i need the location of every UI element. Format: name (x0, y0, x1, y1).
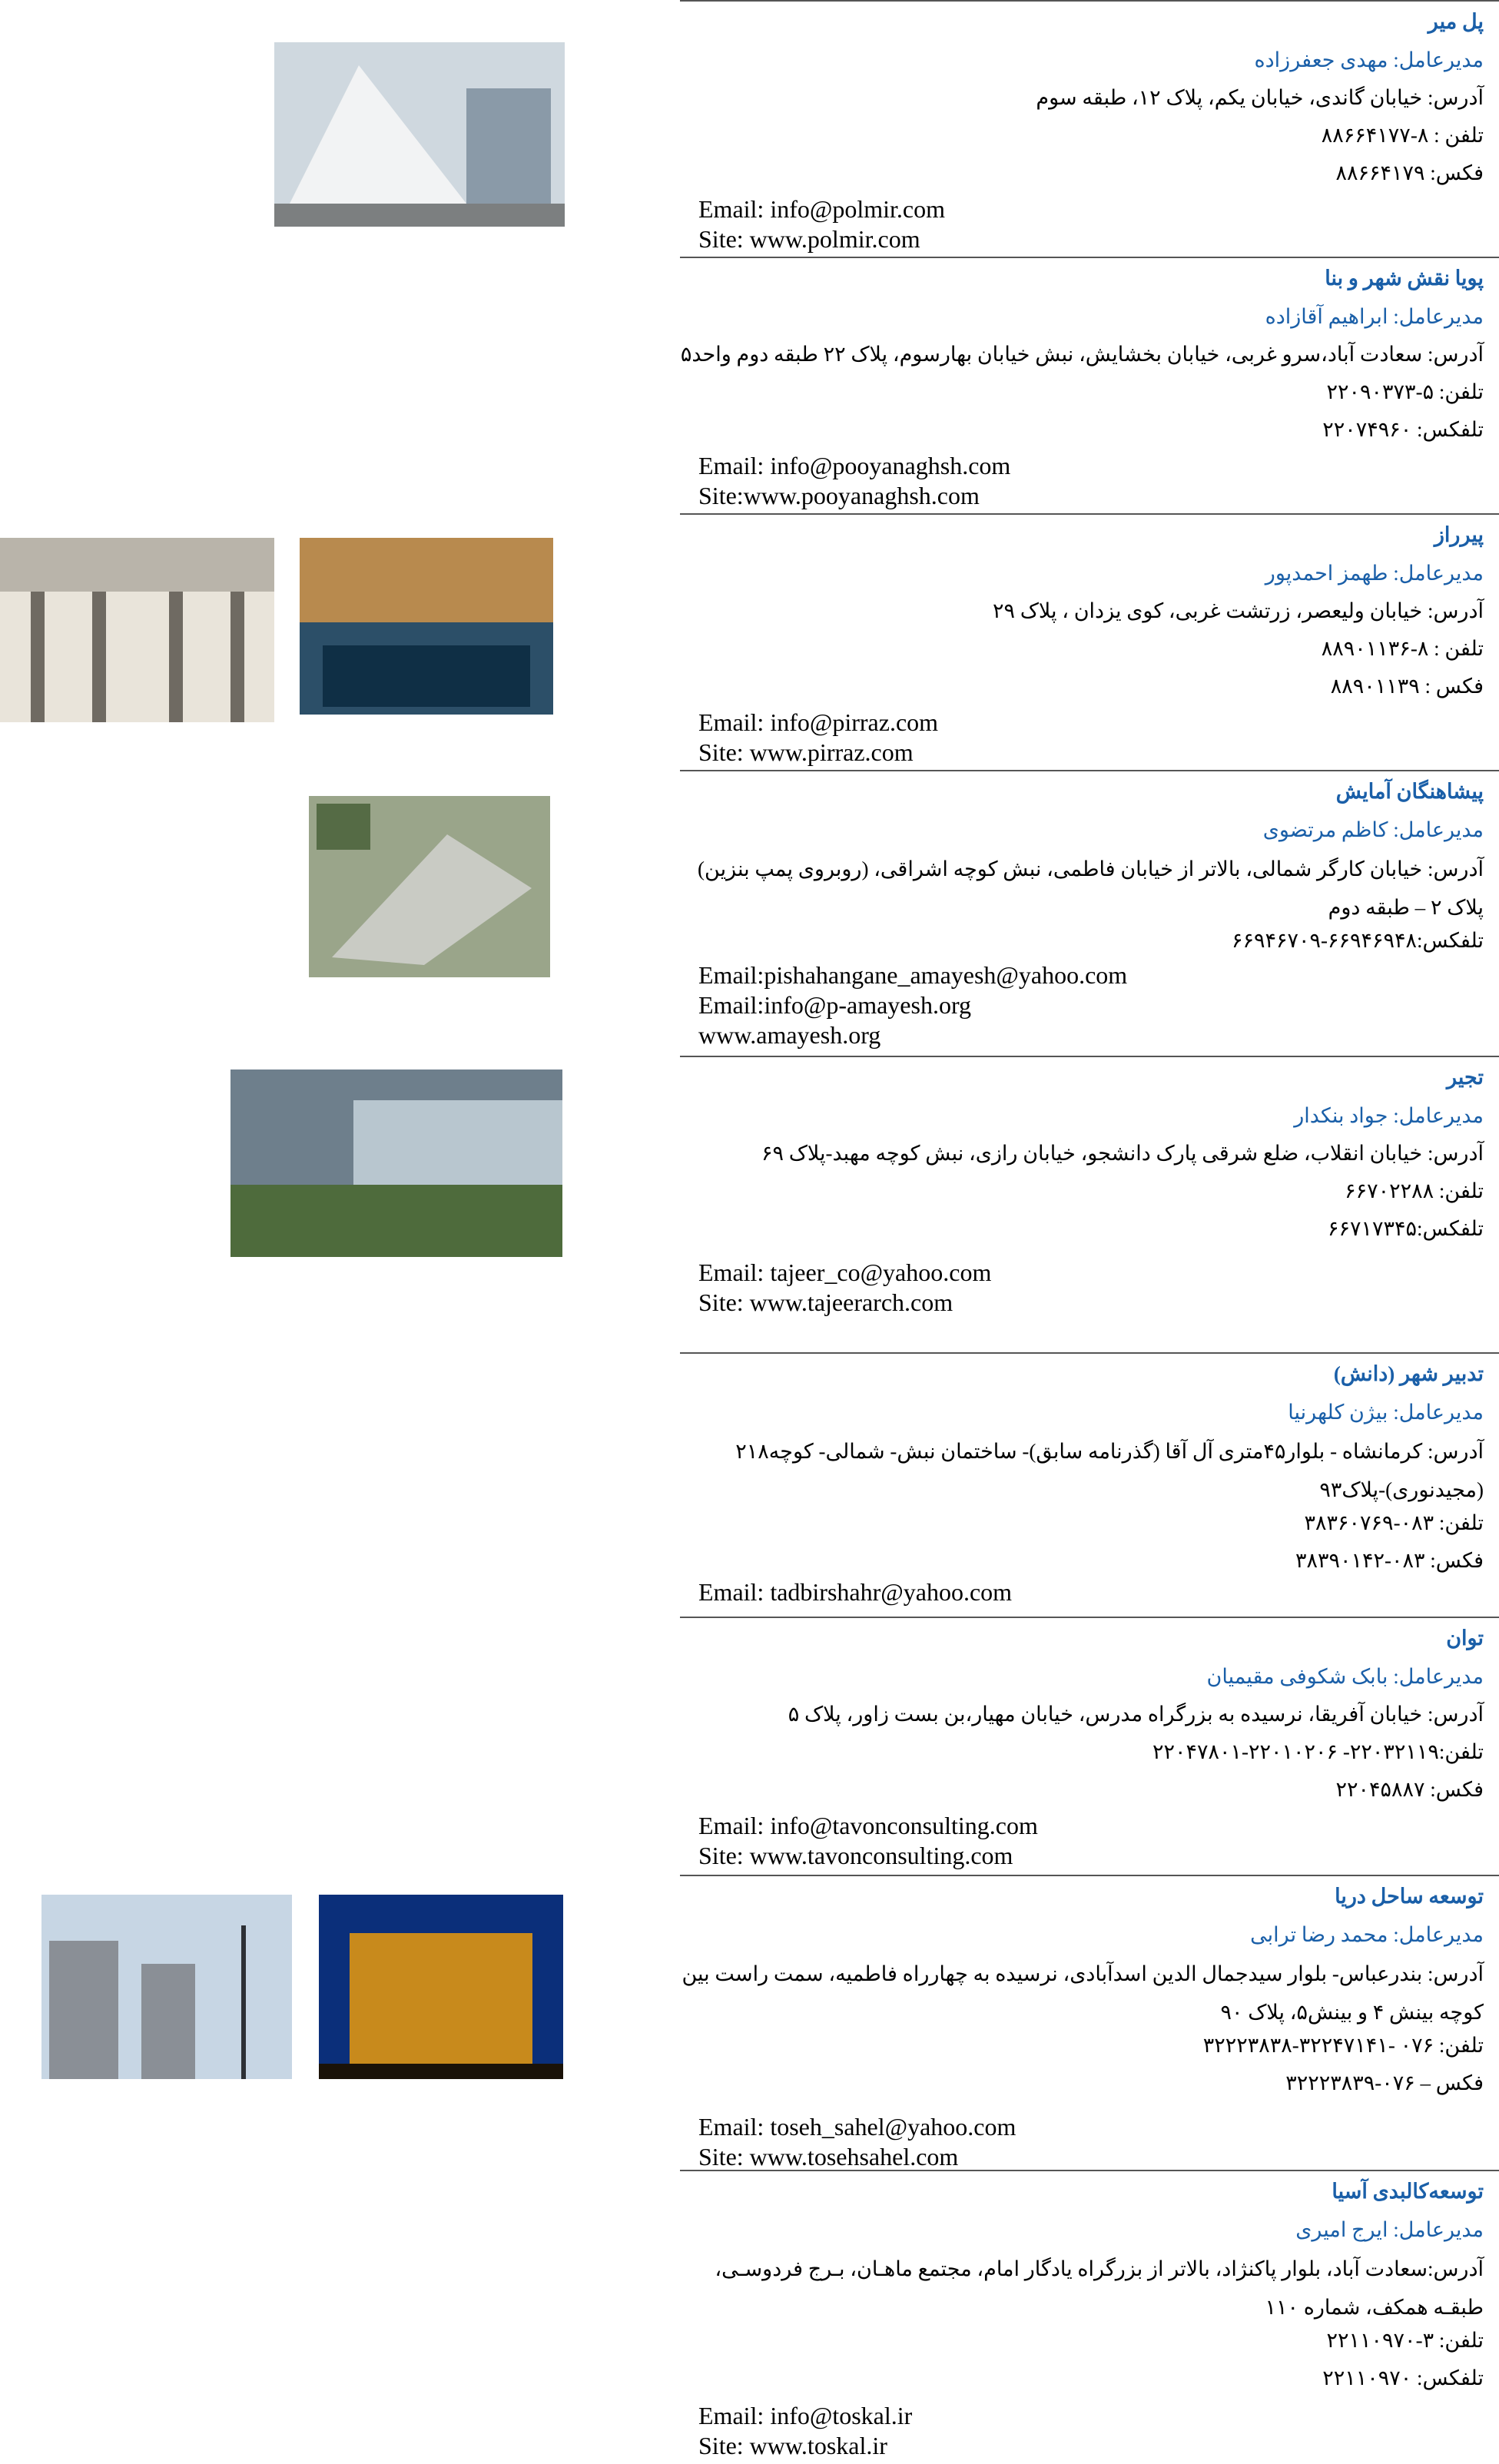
address-line: آدرس:سعادت آباد، بلوار پاکنژاد، بالاتر از بزرگراه یادگار امام، مجتمع ماهـان، بـرج فردوسـی، طبقـه همکف، شماره ۱۱۰ (715, 2257, 1484, 2319)
indoor-pool-photo (300, 538, 553, 715)
company-name: تجیر (1447, 1066, 1484, 1089)
site-line: Site:www.pooyanaghsh.com (698, 482, 980, 509)
company-name: پیرراز (1434, 523, 1484, 546)
address-line: آدرس: بندرعباس- بلوار سیدجمال الدین اسدآبادی، نرسیده به چهارراه فاطمیه، سمت راست بین کوچه بینش ۴ و بینش۵، پلاک ۹۰ (682, 1962, 1484, 2024)
email-line: Email:pishahangane_amayesh@yahoo.com (698, 961, 1128, 989)
company-entry (680, 1352, 1499, 1617)
manager-line: مدیرعامل: محمد رضا ترابی (1250, 1923, 1484, 1946)
manager-line: مدیرعامل: بیژن کلهرنیا (1288, 1401, 1484, 1424)
address-line: آدرس: سعادت آباد،سرو غربی، خیابان بخشایش، نبش خیابان بهارسوم، پلاک ۲۲ طبقه دوم واحد۵ (680, 343, 1484, 366)
site-line: Site: www.tajeerarch.com (698, 1288, 953, 1316)
phone-line: تلفن: ۳-۲۲۱۱۰۹۷۰ (1326, 2329, 1484, 2352)
manager-line: مدیرعامل: کاظم مرتضوی (1262, 818, 1484, 841)
company-entry (680, 1875, 1499, 2170)
pyramid-building-photo (274, 42, 565, 227)
phone-line: تلفن : ۸-۸۸۹۰۱۱۳۶ (1321, 637, 1484, 660)
phone-line: تلفن: ۶۶۷۰۲۲۸۸ (1345, 1179, 1484, 1202)
address-line: آدرس: خیابان ولیعصر، زرتشت غربی، کوی یزدان ، پلاک ۲۹ (992, 599, 1484, 622)
email-line: Email: info@pirraz.com (698, 708, 939, 736)
fax-line: تلفکس: ۲۲۰۷۴۹۶۰ (1322, 418, 1484, 441)
phone-line: تلفن:۲۲۰۳۲۱۱۹- ۲۲۰۱۰۲۰۶-۲۲۰۴۷۸۰۱ (1152, 1740, 1484, 1763)
glass-building-photo (230, 1070, 562, 1257)
site-line: Site: www.tosehsahel.com (698, 2143, 959, 2171)
lit-palace-photo (319, 1895, 563, 2079)
address-line: آدرس: خیابان گاندی، خیابان یکم، پلاک ۱۲، طبقه سوم (1036, 86, 1484, 109)
apartment-blocks-photo (41, 1895, 292, 2079)
email-line-2: Email:info@p-amayesh.org (698, 991, 972, 1019)
email-line: Email: toseh_sahel@yahoo.com (698, 2113, 1016, 2141)
company-entry (680, 770, 1499, 1056)
company-name: پل میر (1428, 10, 1484, 33)
site-line: Site: www.toskal.ir (698, 2432, 887, 2459)
phone-line: تلفن : ۸-۸۸۶۶۴۱۷۷ (1321, 124, 1484, 147)
company-name: تدبیر شهر (دانش) (1333, 1362, 1484, 1385)
manager-line: مدیرعامل: طهمز احمدپور (1265, 562, 1484, 585)
company-name: توان (1446, 1627, 1484, 1650)
address-line: آدرس: خیابان کارگر شمالی، بالاتر از خیابان فاطمی، نبش کوچه اشراقی، (روبروی پمپ بنزین) پلاک ۲ – طبقه دوم (698, 857, 1484, 919)
company-entry (680, 1617, 1499, 1875)
address-line: آدرس: خیابان انقلاب، ضلع شرقی پارک دانشجو، خیابان رازی، نبش کوچه مهبد-پلاک ۶۹ (761, 1142, 1484, 1165)
company-name: پویا نقش شهر و بنا (1325, 267, 1484, 290)
manager-line: مدیرعامل: ایرج امیری (1295, 2218, 1484, 2241)
fax-line: فکس: ۸۸۶۶۴۱۷۹ (1335, 161, 1484, 184)
site-line: www.amayesh.org (698, 1021, 881, 1049)
park-model-photo (309, 796, 550, 977)
phone-line: تلفن: ۵-۲۲۰۹۰۳۷۳ (1326, 380, 1484, 403)
address-line: آدرس: کرمانشاه - بلوار۴۵متری آل آقا (گذرنامه سابق)- ساختمان نبش- شمالی- کوچه۲۱۸ (مجیدنوری)-پلاک۹۳ (735, 1440, 1484, 1501)
company-entry (680, 0, 1499, 257)
manager-line: مدیرعامل: جواد بنکدار (1294, 1104, 1484, 1127)
company-name: توسعه ساحل دریا (1335, 1885, 1484, 1908)
fax-line: فکس – ۰۷۶-۳۲۲۲۳۸۳۹ (1285, 2071, 1484, 2094)
company-name: توسعه‌کالبدی آسیا (1332, 2180, 1484, 2203)
email-line: Email: tajeer_co@yahoo.com (698, 1259, 992, 1286)
email-line: Email: info@pooyanaghsh.com (698, 452, 1011, 479)
manager-line: مدیرعامل: ابراهیم آقازاده (1265, 305, 1484, 328)
site-line: Site: www.pirraz.com (698, 738, 914, 766)
manager-line: مدیرعامل: مهدی جعفرزاده (1254, 48, 1484, 71)
fax-line: تلفکس: ۲۲۱۱۰۹۷۰ (1322, 2366, 1484, 2389)
manager-line: مدیرعامل: بابک شکوفی مقیمیان (1206, 1665, 1484, 1688)
email-line: Email: info@tavonconsulting.com (698, 1812, 1038, 1839)
phone-line: تلفن: ۰۷۶ -۳۲۲۴۷۱۴۱-۳۲۲۲۳۸۳۸ (1202, 2034, 1484, 2057)
company-entry (680, 1056, 1499, 1352)
email-line: Email: tadbirshahr@yahoo.com (698, 1578, 1013, 1606)
phone-line: تلفن: ۰۸۳-۳۸۳۶۰۷۶۹ (1304, 1511, 1484, 1534)
hall-columns-photo (0, 538, 274, 722)
site-line: Site: www.tavonconsulting.com (698, 1842, 1013, 1869)
email-line: Email: info@polmir.com (698, 195, 945, 223)
company-entry (680, 257, 1499, 513)
company-name: پیشاهنگان آمایش (1335, 780, 1484, 803)
company-entry (680, 2170, 1499, 2464)
company-entry (680, 513, 1499, 770)
fax-line: فکس: ۰۸۳-۳۸۳۹۰۱۴۲ (1295, 1549, 1484, 1572)
fax-line: تلفکس:۶۶۷۱۷۳۴۵ (1328, 1217, 1484, 1240)
fax-line: فکس: ۲۲۰۴۵۸۸۷ (1335, 1778, 1484, 1801)
fax-line: فکس : ۸۸۹۰۱۱۳۹ (1330, 675, 1484, 698)
site-line: Site: www.polmir.com (698, 225, 920, 253)
phone-fax-line: تلفکس:۶۶۹۴۶۹۴۸-۶۶۹۴۶۷۰۹ (1232, 929, 1484, 952)
address-line: آدرس: خیابان آفریقا، نرسیده به بزرگراه مدرس، خیابان مهیار،بن بست زاور، پلاک ۵ (788, 1703, 1484, 1726)
email-line: Email: info@toskal.ir (698, 2402, 913, 2429)
